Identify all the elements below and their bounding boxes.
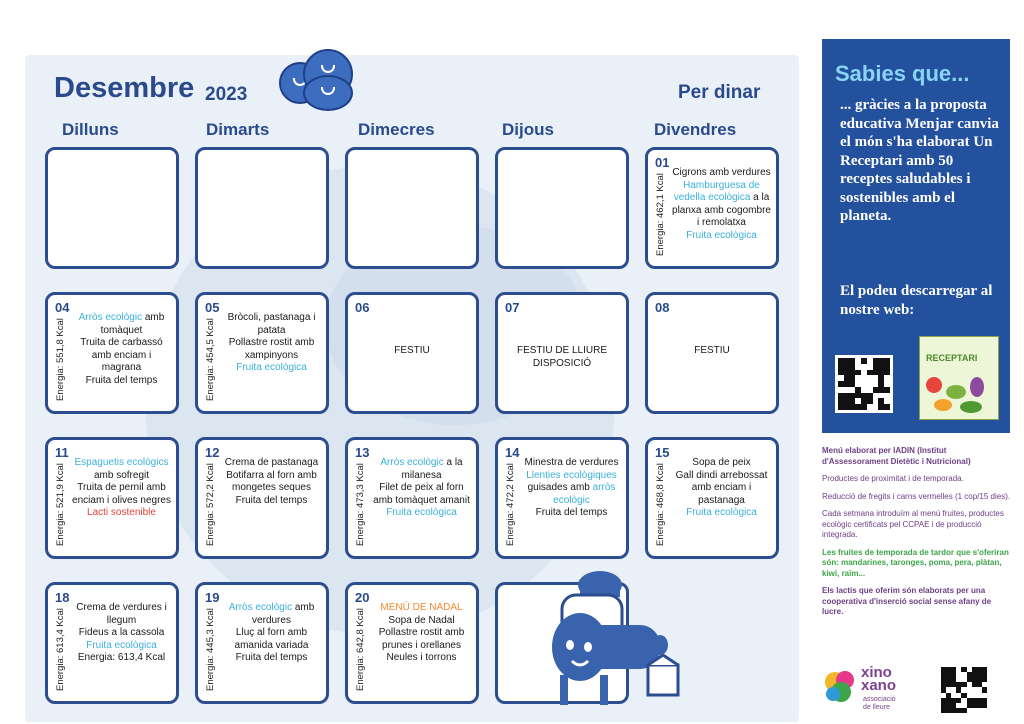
menu-line	[672, 230, 771, 243]
day-number: 05	[205, 300, 220, 315]
menu-line	[222, 602, 321, 627]
menu-line	[672, 470, 771, 508]
menu-text	[672, 167, 771, 258]
note: Cada setmana introduïm al menú fruites, productes ecològic certificats pel CCPAE i de producció integrada.	[822, 509, 1004, 539]
menu-line	[72, 375, 171, 388]
menu-line	[72, 507, 171, 520]
menu-line	[222, 495, 321, 508]
energy-label: Energia: 521,9 Kcal	[55, 463, 66, 546]
energy-label: Energia: 551,8 Kcal	[55, 318, 66, 401]
menu-line	[372, 482, 471, 507]
menu-line	[222, 627, 321, 652]
menu-text	[672, 457, 771, 548]
eco-product: Fruita ecològica	[686, 507, 757, 518]
eco-product: Fruita ecològica	[686, 229, 757, 241]
energy-label: Energia: 613,4 Kcal	[55, 608, 66, 691]
menu-text	[72, 602, 171, 693]
eco-product: Llenties ecològiques	[526, 469, 617, 481]
menu-line	[522, 457, 621, 470]
info-title: Sabies que...	[835, 61, 970, 86]
day-cell	[195, 582, 329, 704]
menu-line	[372, 602, 471, 615]
menu-line	[72, 602, 171, 627]
logo-text	[861, 666, 896, 692]
day-cell	[495, 147, 629, 269]
eco-product: Fruita ecològica	[386, 507, 457, 518]
day-number: 01	[655, 155, 670, 170]
menu-item: Crema de verdures i llegum	[76, 602, 167, 626]
menu-item: Lluç al forn amb amanida variada	[234, 627, 309, 651]
eco-product: Fruita ecològica	[86, 639, 157, 651]
menu-line	[222, 652, 321, 665]
menu-line	[522, 507, 621, 520]
menu-line	[222, 362, 321, 375]
menu-item: MENÚ DE NADAL	[380, 602, 463, 613]
energy-label: Energia: 473,3 Kcal	[355, 463, 366, 546]
day-cell	[645, 147, 779, 269]
day-number: 18	[55, 590, 70, 605]
menu-line	[372, 652, 471, 665]
logo-line: xano	[861, 677, 897, 694]
qr-code[interactable]	[835, 355, 893, 413]
day-header: Dimarts	[206, 120, 270, 139]
menu-item: a la milanesa	[401, 457, 463, 481]
eco-product: arròs ecològic	[553, 482, 616, 506]
day-number: 11	[55, 445, 69, 460]
note: Les fruites de temporada de tardor que s'oferiran són: mandarines, taronges, poma, pera, plàtan, kiwi, raïm...	[822, 547, 1009, 578]
year-label: 2023	[205, 84, 248, 105]
menu-line	[372, 457, 471, 482]
day-number: 06	[355, 300, 370, 315]
menu-item: Sopa de Nadal	[388, 614, 455, 626]
menu-item: guisades amb	[527, 482, 593, 493]
energy-label: Energia: 454,5 Kcal	[205, 318, 216, 401]
eco-product: Fruita ecològica	[236, 362, 307, 373]
day-header: Dilluns	[62, 120, 119, 139]
day-header: Dijous	[502, 120, 554, 139]
day-number: 04	[55, 300, 70, 315]
menu-item: Cigrons amb verdures	[672, 167, 771, 178]
menu-item: Fruita del temps	[235, 494, 308, 506]
day-number: 19	[205, 590, 220, 605]
menu-item: Fruita del temps	[85, 374, 158, 386]
menu-item: Lacti sostenible	[87, 507, 156, 518]
menu-item: amb sofregit	[93, 469, 150, 481]
menu-line	[672, 167, 771, 180]
energy-label: Energia: 642,8 Kcal	[355, 608, 366, 691]
energy-label: Energia: 472,2 Kcal	[505, 463, 516, 546]
day-cell	[345, 147, 479, 269]
menu-text	[72, 312, 171, 403]
menu-text	[372, 602, 471, 693]
note: Reducció de fregits i carns vermelles (1 cop/15 dies).	[822, 491, 1011, 501]
note: Productes de proximitat i de temporada.	[822, 474, 964, 483]
logo-sub-line: associació	[863, 696, 896, 703]
qr-code[interactable]	[938, 664, 990, 716]
day-cell	[645, 292, 779, 414]
menu-item: Botifarra al forn amb mongetes seques	[226, 469, 317, 493]
menu-text	[222, 312, 321, 403]
menu-line	[72, 627, 171, 640]
menu-line	[672, 457, 771, 470]
menu-line	[72, 640, 171, 653]
menu-line	[72, 457, 171, 482]
xino-xano-logo-icon	[823, 668, 857, 704]
menu-line	[222, 312, 321, 337]
menu-line	[72, 482, 171, 507]
menu-item: Minestra de verdures	[524, 457, 619, 468]
day-cell	[345, 437, 479, 559]
day-cell	[195, 437, 329, 559]
energy-label: Energia: 462,1 Kcal	[655, 173, 666, 256]
holiday-label: FESTIU	[394, 345, 430, 356]
menu-line	[672, 180, 771, 230]
menu-line	[372, 627, 471, 652]
menu-line	[372, 615, 471, 628]
day-cell	[495, 292, 629, 414]
day-cell	[195, 292, 329, 414]
note: Els lactis que oferim són elaborats per una cooperativa d'inserció social sense afany de lucre.	[822, 586, 992, 616]
menu-text	[222, 602, 321, 693]
day-cell	[345, 292, 479, 414]
recipe-book-cover[interactable]	[919, 336, 999, 420]
day-number: 20	[355, 590, 370, 605]
menu-item: Pollastre rostit amb xampinyons	[228, 337, 315, 361]
day-number: 14	[505, 445, 520, 460]
day-cell	[45, 437, 179, 559]
menu-item: a la planxa amb cogombre i remolatxa	[672, 192, 771, 228]
menu-item: Truita de carbassó amb enciam i magrana	[80, 337, 163, 373]
day-number: 13	[355, 445, 370, 460]
menu-item: Gall dindi arrebossat amb enciam i pastanaga	[675, 469, 768, 506]
day-header: Dimecres	[358, 120, 435, 139]
energy-label: Energia: 445,3 Kcal	[205, 608, 216, 691]
day-cell	[45, 147, 179, 269]
note: Menú elaborat per IADIN (Institut d'Assessorament Dietètic i Nutricional)	[822, 446, 971, 466]
meal-label: Per dinar	[678, 82, 761, 103]
menu-text	[522, 457, 621, 548]
energy-label: Energia: 468,8 Kcal	[655, 463, 666, 546]
energy-label: Energia: 572,2 Kcal	[205, 463, 216, 546]
menu-item: Sopa de peix	[692, 457, 751, 468]
day-cell	[345, 582, 479, 704]
logo-line: xino	[861, 664, 892, 681]
menu-text	[72, 457, 171, 548]
day-cell	[495, 437, 629, 559]
menu-item: Filet de peix al forn amb tomàquet amanit	[373, 482, 470, 506]
menu-line	[222, 457, 321, 470]
menu-text	[372, 457, 471, 548]
eco-product: Arròs ecològic	[228, 602, 293, 613]
mascot-illustration	[540, 565, 680, 715]
holiday-label: FESTIU DE LLIURE DISPOSICIÓ	[516, 345, 608, 369]
day-number: 15	[655, 445, 670, 460]
menu-line	[72, 337, 171, 375]
menu-item: Neules i torrons	[386, 652, 457, 663]
menu-item: Fruita del temps	[235, 652, 308, 663]
menu-line	[222, 337, 321, 362]
menu-line	[72, 312, 171, 337]
day-cell	[45, 582, 179, 704]
menu-line	[372, 507, 471, 520]
menu-item: Fideus a la cassola	[78, 627, 165, 638]
day-number: 12	[205, 445, 220, 460]
menu-line	[672, 507, 771, 520]
eco-product: Arròs ecològic	[380, 457, 444, 468]
menu-line	[72, 652, 171, 665]
eco-product: Arròs ecològic	[78, 312, 143, 323]
download-text: El podeu descarregar al nostre web:	[840, 283, 993, 318]
day-number: 07	[505, 300, 520, 315]
day-cell	[645, 437, 779, 559]
menu-item: Fruita del temps	[535, 507, 608, 518]
book-title: RECEPTARI	[926, 353, 978, 363]
logo-subtitle	[863, 696, 896, 712]
day-cell	[195, 147, 329, 269]
menu-item: amb verdures	[252, 602, 315, 626]
day-number: 08	[655, 300, 670, 315]
day-cell	[45, 292, 179, 414]
holiday-label: FESTIU	[694, 345, 730, 356]
menu-line	[522, 470, 621, 508]
month-title: Desembre	[54, 72, 195, 104]
eco-product: Espaguetis ecològics	[74, 457, 169, 468]
logo-sub-line: de lleure	[863, 704, 890, 711]
menu-item: Pollastre rostit amb prunes i orellanes	[378, 627, 465, 651]
eco-product: Hamburguesa de vedella ecològica	[673, 179, 760, 203]
menu-item: Energia: 613,4 Kcal	[77, 652, 166, 663]
menu-item: Bròcoli, pastanaga i patata	[227, 312, 316, 336]
notes-section	[822, 446, 1014, 625]
menu-item: amb tomàquet	[100, 312, 165, 336]
menu-item: Truita de pernil amb enciam i olives negres	[72, 482, 171, 506]
menu-line	[222, 470, 321, 495]
info-text: ... gràcies a la proposta educativa Menjar canvia el món s'ha elaborat Un Receptari amb 50 receptes saludables i sostenibles amb el planeta.	[840, 97, 999, 224]
menu-text	[222, 457, 321, 548]
day-header: Divendres	[654, 120, 737, 139]
menu-item: Crema de pastanaga	[224, 457, 319, 468]
